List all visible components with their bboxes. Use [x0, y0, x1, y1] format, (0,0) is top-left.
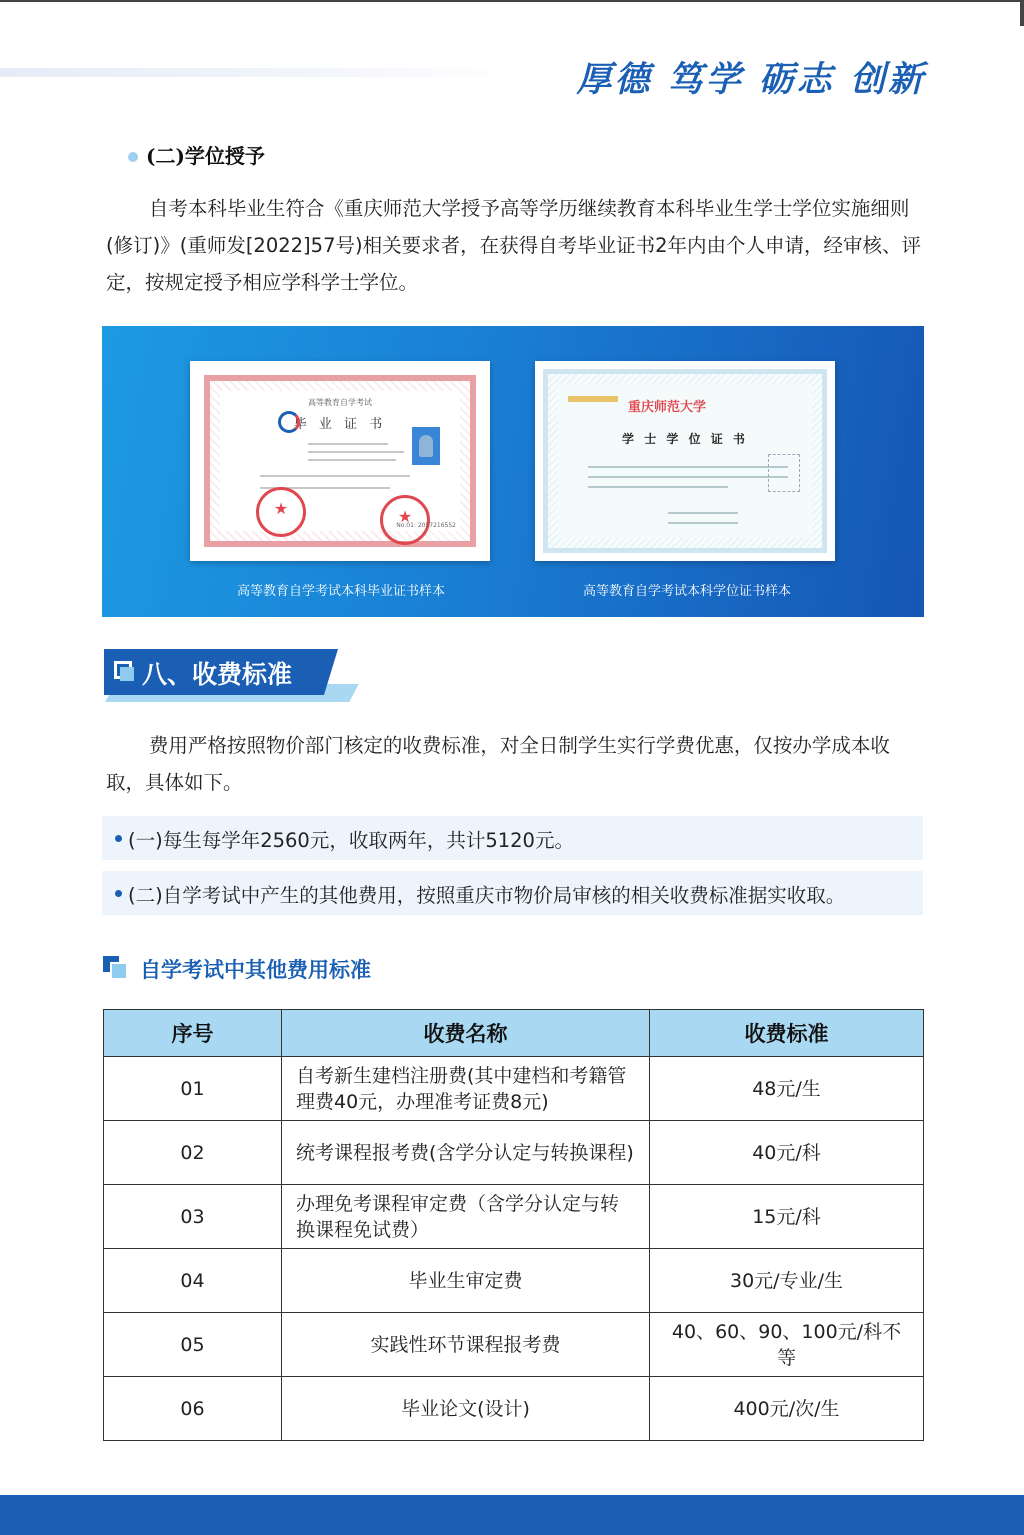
row-fee: 40、60、90、100元/科不等 [650, 1313, 924, 1377]
column-header-name: 收费名称 [282, 1010, 650, 1057]
graduation-certificate-caption: 高等教育自学考试本科毕业证书样本 [236, 584, 445, 599]
fee-bullet-2 [102, 871, 923, 915]
fees-intro-text: 费用严格按照物价部门核定的收费标准，对全日制学生实行学费优惠，仅按办学成本收取，具体如下。 [106, 734, 890, 794]
table-row [104, 1121, 924, 1185]
degree-certificate-caption: 高等教育自学考试本科学位证书样本 [582, 584, 791, 599]
fee-bullet-text: (二)自学考试中产生的其他费用，按照重庆市物价局审核的相关收费标准据实收取。 [128, 884, 846, 907]
school-name: 重庆师范大学 [628, 400, 707, 415]
top-corner-mark [1020, 0, 1024, 26]
fees-heading: 八、收费标准 [142, 660, 293, 689]
row-fee: 15元/科 [650, 1185, 924, 1249]
column-header-fee: 收费标准 [650, 1010, 924, 1057]
row-name: 统考课程报考费(含学分认定与转换课程) [282, 1121, 650, 1185]
other-fees-heading: 自学考试中其他费用标准 [140, 957, 371, 982]
degree-paragraph [106, 190, 926, 301]
degree-section-title: (二)学位授予 [146, 144, 265, 168]
row-no: 04 [104, 1249, 282, 1313]
fee-bullet-text: (一)每生每学年2560元，收取两年，共计5120元。 [128, 829, 574, 852]
row-no: 03 [104, 1185, 282, 1249]
row-fee: 30元/专业/生 [650, 1249, 924, 1313]
red-seal-icon [256, 487, 306, 537]
row-no: 05 [104, 1313, 282, 1377]
certificate-title: 毕 业 证 书 [293, 417, 387, 432]
row-fee: 40元/科 [650, 1121, 924, 1185]
row-no: 01 [104, 1057, 282, 1121]
degree-text: 自考本科毕业生符合《重庆师范大学授予高等学历继续教育本科毕业生学士学位实施细则(修订)》(重师发[2022]57号)相关要求者，在获得自考毕业证书2年内由个人申请，经审核、评定，按规定授予相应学科学士学位。 [106, 197, 921, 294]
table-row [104, 1057, 924, 1121]
school-motto: 厚德 笃学 砺志 创新 [576, 59, 926, 100]
subheading-square-icon [110, 962, 128, 980]
exam-logo-icon [278, 411, 300, 433]
row-fee: 48元/生 [650, 1057, 924, 1121]
row-no: 02 [104, 1121, 282, 1185]
certificate-serial: No.01: 2057216552 [396, 522, 456, 529]
fee-table [103, 1009, 924, 1441]
fees-intro [106, 727, 918, 801]
table-header-row [104, 1010, 924, 1057]
photo-placeholder [412, 427, 440, 465]
row-no: 06 [104, 1377, 282, 1441]
table-row [104, 1313, 924, 1377]
column-header-no: 序号 [104, 1010, 282, 1057]
row-name: 实践性环节课程报考费 [282, 1313, 650, 1377]
bullet-dot-icon [115, 890, 122, 897]
top-border-line [0, 0, 1024, 2]
certificate-heading: 高等教育自学考试 [308, 398, 372, 407]
table-row [104, 1249, 924, 1313]
degree-cert-title: 学 士 学 位 证 书 [622, 432, 748, 446]
heading-square-icon [120, 667, 134, 681]
row-name: 毕业论文(设计) [282, 1377, 650, 1441]
header-decoration [0, 68, 520, 77]
table-row [104, 1185, 924, 1249]
section-bullet-icon [128, 152, 138, 162]
school-mark [568, 396, 618, 402]
red-seal-icon [380, 495, 430, 545]
row-name: 毕业生审定费 [282, 1249, 650, 1313]
row-fee: 400元/次/生 [650, 1377, 924, 1441]
photo-frame [768, 454, 800, 492]
bullet-dot-icon [115, 835, 122, 842]
graduation-certificate-sample [190, 361, 490, 561]
fee-bullet-1 [102, 816, 923, 860]
table-row [104, 1377, 924, 1441]
row-name: 自考新生建档注册费(其中建档和考籍管理费40元，办理准考证费8元) [282, 1057, 650, 1121]
footer-bar [0, 1495, 1024, 1535]
degree-certificate-sample [535, 361, 835, 561]
row-name: 办理免考课程审定费（含学分认定与转换课程免试费） [282, 1185, 650, 1249]
